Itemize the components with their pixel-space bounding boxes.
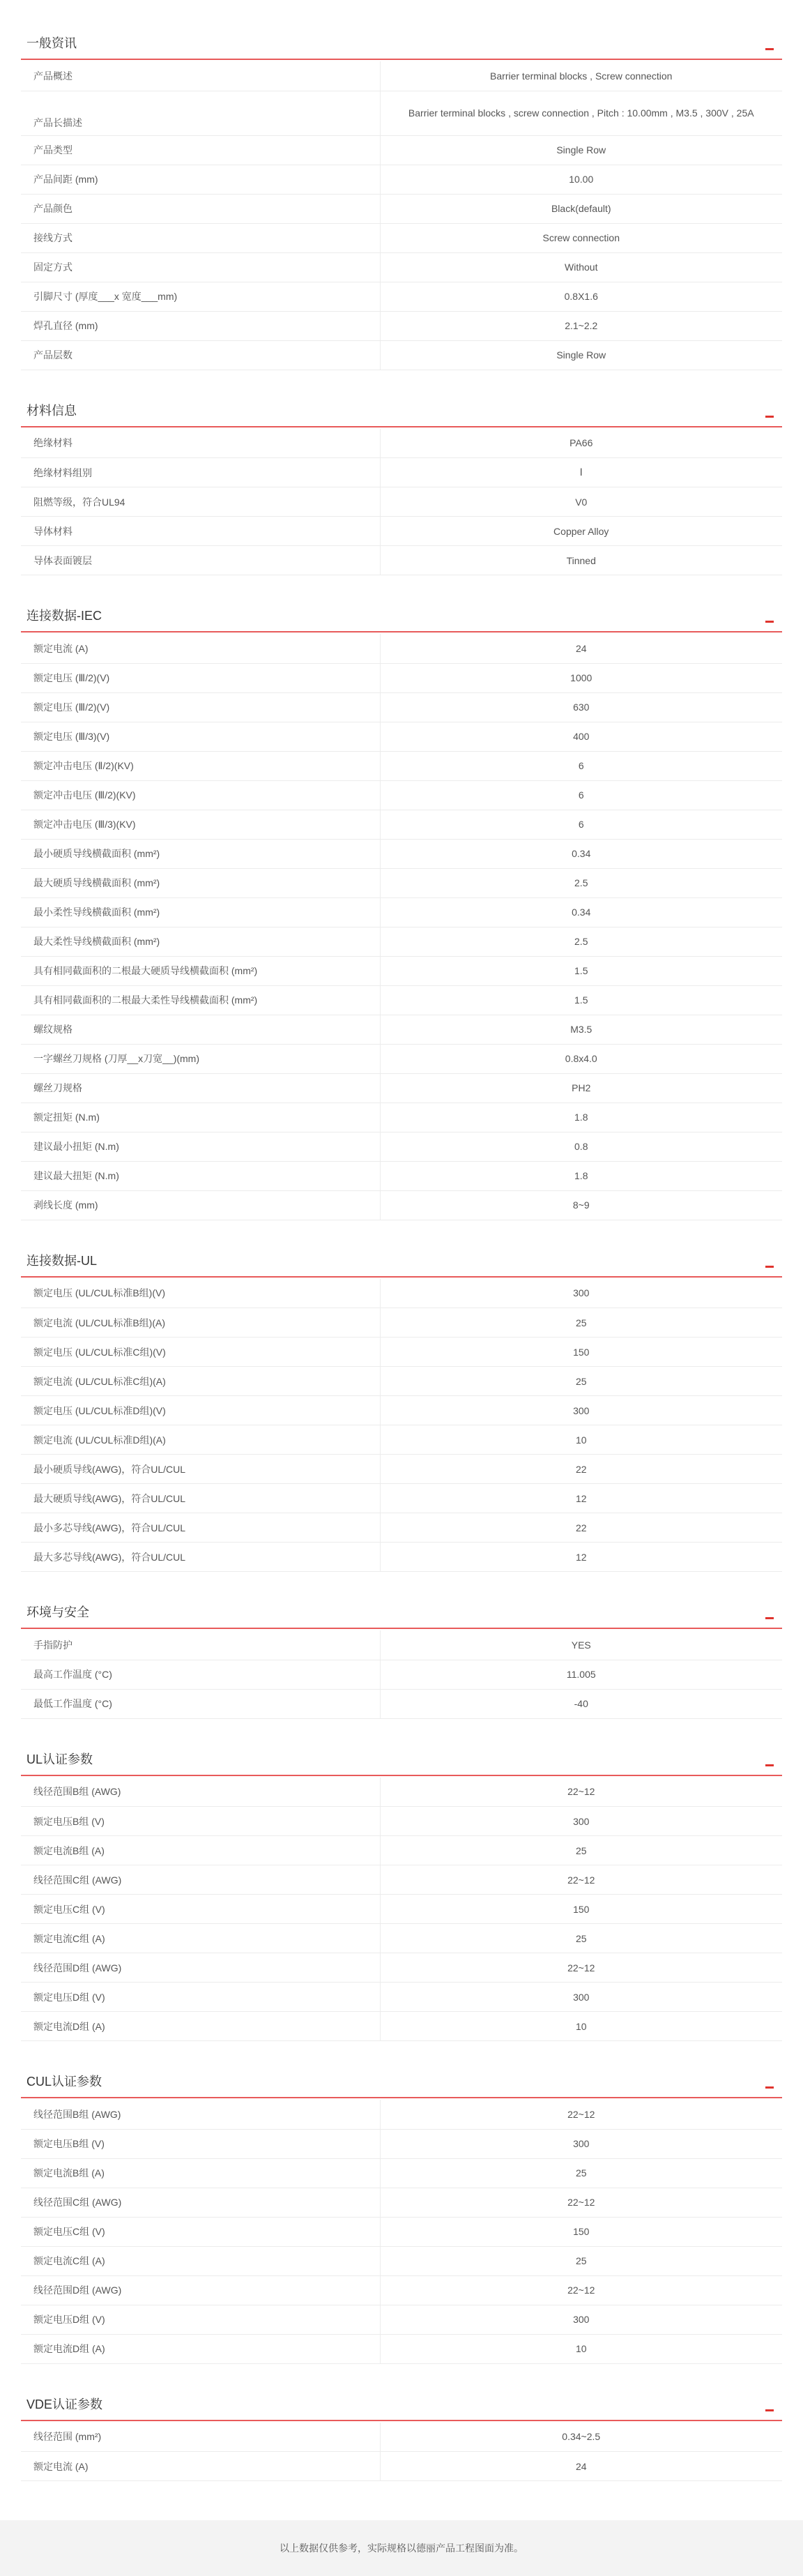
spec-label: 线径范围B组 (AWG) (21, 1778, 380, 1807)
spec-table-cul-certification (21, 2100, 782, 2364)
spec-label: 产品层数 (21, 340, 380, 370)
table-row (21, 135, 782, 165)
spec-value: 22 (575, 1463, 587, 1475)
spec-label: 额定电流 (UL/CUL标准C组)(A) (21, 1367, 380, 1396)
spec-table-connection-ul (21, 1279, 782, 1573)
table-row (21, 2275, 782, 2305)
spec-label: 额定电压 (Ⅲ/3)(V) (21, 722, 380, 751)
spec-value: 12 (575, 1551, 587, 1563)
spec-label: 额定电压 (UL/CUL标准B组)(V) (21, 1279, 380, 1308)
spec-label: 固定方式 (21, 252, 380, 282)
table-row (21, 487, 782, 517)
spec-page (0, 26, 803, 2576)
spec-label: 线径范围C组 (AWG) (21, 2188, 380, 2217)
table-row (21, 1924, 782, 1953)
spec-label: 额定电流C组 (A) (21, 1924, 380, 1953)
spec-value: 300 (573, 2138, 590, 2149)
table-row (21, 810, 782, 839)
section-header-connection-ul (21, 1244, 782, 1278)
section-title: UL认证参数 (26, 1752, 93, 1766)
spec-label: 最大多芯导线(AWG)，符合UL/CUL (21, 1543, 380, 1572)
footer-note-text: 以上数据仅供参考，实际规格以德丽产品工程图面为准。 (280, 2543, 523, 2554)
spec-sections (21, 26, 782, 2481)
spec-value: 2.1~2.2 (565, 320, 598, 331)
section-vde-certification (21, 2388, 782, 2482)
table-row (21, 1161, 782, 1190)
spec-label: 产品间距 (mm) (21, 165, 380, 194)
section-cul-certification (21, 2065, 782, 2364)
section-title: 连接数据-UL (26, 1253, 98, 1268)
spec-value: Tinned (566, 554, 596, 566)
table-row (21, 1630, 782, 1660)
table-row (21, 1778, 782, 1807)
section-title: 环境与安全 (26, 1605, 89, 1619)
table-row (21, 1807, 782, 1836)
spec-value: Single Row (556, 349, 606, 361)
section-header-vde-certification (21, 2388, 782, 2421)
table-row (21, 1953, 782, 1983)
spec-label: 额定扭矩 (N.m) (21, 1103, 380, 1132)
spec-value: Single Row (556, 144, 606, 156)
table-row (21, 1543, 782, 1572)
spec-value: 6 (578, 789, 584, 801)
spec-value: Copper Alloy (553, 525, 609, 537)
spec-value: 0.34~2.5 (562, 2431, 601, 2443)
spec-label: 剥线长度 (mm) (21, 1190, 380, 1220)
table-row (21, 1689, 782, 1718)
section-header-general-info (21, 26, 782, 60)
spec-label: 最大硬质导线(AWG)，符合UL/CUL (21, 1484, 380, 1513)
spec-value: 22~12 (567, 2108, 595, 2120)
spec-value: 630 (573, 702, 590, 713)
table-row (21, 722, 782, 751)
spec-label: 额定电压B组 (V) (21, 2129, 380, 2158)
spec-value: 25 (575, 2167, 587, 2179)
table-row (21, 2188, 782, 2217)
spec-label: 引脚尺寸 (厚度___x 宽度___mm) (21, 282, 380, 311)
spec-value: 300 (573, 1815, 590, 1827)
table-row (21, 194, 782, 223)
spec-value: 1.5 (574, 994, 588, 1006)
spec-value: 10 (575, 1434, 587, 1446)
table-row (21, 2158, 782, 2188)
table-row (21, 2334, 782, 2363)
spec-label: 线径范围D组 (AWG) (21, 1953, 380, 1983)
table-row (21, 2129, 782, 2158)
table-row (21, 1044, 782, 1073)
collapse-minus-icon[interactable] (765, 621, 774, 623)
spec-label: 额定冲击电压 (Ⅲ/2)(KV) (21, 780, 380, 810)
table-row (21, 1836, 782, 1865)
table-row (21, 1513, 782, 1543)
spec-label: 额定电流B组 (A) (21, 2158, 380, 2188)
section-title: 一般资讯 (26, 36, 77, 50)
spec-value: 1.5 (574, 965, 588, 976)
spec-label: 具有相同截面积的二根最大柔性导线横截面积 (mm²) (21, 985, 380, 1015)
spec-value: 2.5 (574, 936, 588, 947)
spec-label: 线径范围D组 (AWG) (21, 2275, 380, 2305)
spec-label: 绝缘材料组别 (21, 458, 380, 487)
spec-label: 额定电压 (Ⅲ/2)(V) (21, 692, 380, 722)
spec-label: 导体表面镀层 (21, 546, 380, 575)
table-row (21, 1015, 782, 1044)
spec-label: 额定电压D组 (V) (21, 2305, 380, 2334)
spec-label: 额定电压B组 (V) (21, 1807, 380, 1836)
table-row (21, 1484, 782, 1513)
spec-label: 额定电流 (UL/CUL标准D组)(A) (21, 1425, 380, 1455)
spec-label: 线径范围B组 (AWG) (21, 2100, 380, 2129)
spec-value: 300 (573, 1991, 590, 2003)
spec-label: 产品颜色 (21, 194, 380, 223)
spec-value: Barrier terminal blocks , screw connection , Pitch : 10.00mm , M3.5 , 300V , 25A (408, 107, 754, 119)
section-material-info (21, 394, 782, 576)
section-title: 材料信息 (26, 403, 77, 418)
table-row (21, 165, 782, 194)
spec-label: 额定冲击电压 (Ⅲ/3)(KV) (21, 810, 380, 839)
spec-value: Without (565, 262, 598, 273)
spec-value: Barrier terminal blocks , Screw connection (490, 70, 673, 82)
spec-value: 0.8x4.0 (565, 1053, 597, 1064)
spec-label: 额定电流C组 (A) (21, 2246, 380, 2275)
table-row (21, 252, 782, 282)
table-row (21, 429, 782, 458)
table-row (21, 340, 782, 370)
spec-value: 25 (575, 1932, 587, 1944)
spec-label: 最大柔性导线横截面积 (mm²) (21, 927, 380, 956)
spec-value: 1.8 (574, 1170, 588, 1181)
spec-value: PA66 (569, 437, 593, 449)
spec-label: 螺纹规格 (21, 1015, 380, 1044)
section-ul-certification (21, 1743, 782, 2042)
spec-value: 150 (573, 1346, 590, 1358)
spec-value: 300 (573, 1404, 590, 1416)
spec-label: 额定电压 (UL/CUL标准C组)(V) (21, 1338, 380, 1367)
spec-value: 2.5 (574, 877, 588, 888)
table-row (21, 956, 782, 985)
spec-label: 额定电压C组 (V) (21, 2217, 380, 2246)
spec-label: 额定电流 (UL/CUL标准B组)(A) (21, 1308, 380, 1338)
table-row (21, 1425, 782, 1455)
footer-note (0, 2520, 803, 2576)
table-row (21, 1983, 782, 2012)
collapse-minus-icon[interactable] (765, 1617, 774, 1619)
section-title: 连接数据-IEC (26, 609, 102, 623)
spec-value: 10 (575, 2020, 587, 2032)
table-row (21, 780, 782, 810)
spec-label: 额定冲击电压 (Ⅱ/2)(KV) (21, 751, 380, 780)
collapse-minus-icon[interactable] (765, 48, 774, 50)
table-row (21, 2100, 782, 2129)
spec-value: 24 (575, 642, 587, 654)
table-row (21, 1103, 782, 1132)
spec-value: 22~12 (567, 2285, 595, 2296)
section-header-cul-certification (21, 2065, 782, 2098)
spec-value: 1.8 (574, 1112, 588, 1123)
table-row (21, 692, 782, 722)
spec-label: 接线方式 (21, 223, 380, 252)
collapse-minus-icon[interactable] (765, 1764, 774, 1766)
spec-label: 最高工作温度 (°C) (21, 1660, 380, 1689)
table-row (21, 2217, 782, 2246)
spec-table-environment-safety (21, 1630, 782, 1719)
spec-value: -40 (574, 1698, 588, 1709)
section-header-environment-safety (21, 1596, 782, 1629)
spec-label: 额定电压C组 (V) (21, 1895, 380, 1924)
spec-value: 25 (575, 1844, 587, 1856)
table-row (21, 546, 782, 575)
table-row (21, 1132, 782, 1161)
spec-label: 最低工作温度 (°C) (21, 1689, 380, 1718)
section-connection-ul (21, 1244, 782, 1573)
table-row (21, 897, 782, 927)
spec-value: 150 (573, 2226, 590, 2237)
spec-value: M3.5 (570, 1024, 592, 1035)
spec-value: PH2 (572, 1082, 591, 1093)
spec-value: 25 (575, 1317, 587, 1328)
collapse-minus-icon[interactable] (765, 1266, 774, 1268)
table-row (21, 2452, 782, 2481)
spec-table-general-info (21, 61, 782, 370)
spec-value: 12 (575, 1492, 587, 1504)
table-row (21, 2012, 782, 2041)
table-row (21, 1308, 782, 1338)
table-row (21, 663, 782, 692)
spec-value: 10 (575, 2343, 587, 2354)
spec-label: 阻燃等级，符合UL94 (21, 487, 380, 517)
spec-label: 额定电压 (UL/CUL标准D组)(V) (21, 1396, 380, 1425)
section-general-info (21, 26, 782, 370)
spec-value: Screw connection (542, 232, 620, 243)
spec-value: 300 (573, 1287, 590, 1299)
spec-value: 24 (575, 2460, 587, 2472)
spec-value: 11.005 (566, 1669, 596, 1680)
section-header-material-info (21, 394, 782, 427)
table-row (21, 311, 782, 340)
table-row (21, 1190, 782, 1220)
table-row (21, 634, 782, 663)
table-row (21, 1865, 782, 1895)
section-title: VDE认证参数 (26, 2397, 103, 2411)
table-row (21, 282, 782, 311)
spec-value: Ⅰ (579, 467, 583, 478)
table-row (21, 1338, 782, 1367)
spec-table-material-info (21, 429, 782, 576)
table-row (21, 927, 782, 956)
spec-table-ul-certification (21, 1778, 782, 2042)
table-row (21, 1367, 782, 1396)
spec-value: 25 (575, 2255, 587, 2266)
spec-value: 0.8X1.6 (564, 291, 598, 302)
spec-value: YES (571, 1639, 591, 1651)
spec-label: 一字螺丝刀规格 (刀厚__x刀宽__)(mm) (21, 1044, 380, 1073)
spec-label: 具有相同截面积的二根最大硬质导线横截面积 (mm²) (21, 956, 380, 985)
spec-label: 最大硬质导线横截面积 (mm²) (21, 868, 380, 897)
spec-label: 建议最大扭矩 (N.m) (21, 1161, 380, 1190)
spec-label: 产品类型 (21, 135, 380, 165)
table-row (21, 868, 782, 897)
spec-label: 导体材料 (21, 517, 380, 546)
collapse-minus-icon[interactable] (765, 416, 774, 418)
table-row (21, 751, 782, 780)
collapse-minus-icon[interactable] (765, 2409, 774, 2411)
table-row (21, 1279, 782, 1308)
spec-value: 0.34 (572, 907, 591, 918)
spec-label: 建议最小扭矩 (N.m) (21, 1132, 380, 1161)
spec-value: 22~12 (567, 1786, 595, 1798)
table-row (21, 839, 782, 868)
table-row (21, 91, 782, 135)
spec-value: V0 (575, 496, 588, 508)
spec-table-connection-iec (21, 634, 782, 1220)
spec-label: 线径范围 (mm²) (21, 2423, 380, 2452)
spec-value: 300 (573, 2314, 590, 2325)
spec-label: 最小柔性导线横截面积 (mm²) (21, 897, 380, 927)
spec-value: 400 (573, 731, 590, 742)
table-row (21, 985, 782, 1015)
spec-label: 额定电流D组 (A) (21, 2334, 380, 2363)
collapse-minus-icon[interactable] (765, 2086, 774, 2089)
section-header-ul-certification (21, 1743, 782, 1776)
spec-label: 额定电流D组 (A) (21, 2012, 380, 2041)
table-row (21, 2305, 782, 2334)
spec-value: 22~12 (567, 2197, 595, 2208)
table-row (21, 517, 782, 546)
section-environment-safety (21, 1596, 782, 1719)
table-row (21, 458, 782, 487)
spec-label: 额定电流B组 (A) (21, 1836, 380, 1865)
spec-value: 6 (578, 760, 584, 771)
spec-value: 10.00 (569, 174, 594, 185)
spec-label: 产品长描述 (21, 91, 380, 135)
table-row (21, 2246, 782, 2275)
spec-label: 额定电压D组 (V) (21, 1983, 380, 2012)
table-row (21, 1660, 782, 1689)
section-header-connection-iec (21, 599, 782, 632)
spec-value: 22~12 (567, 1874, 595, 1886)
table-row (21, 223, 782, 252)
spec-label: 最小硬质导线(AWG)，符合UL/CUL (21, 1455, 380, 1484)
table-row (21, 1895, 782, 1924)
spec-label: 焊孔直径 (mm) (21, 311, 380, 340)
spec-value: Black(default) (551, 203, 611, 214)
table-row (21, 61, 782, 91)
table-row (21, 2423, 782, 2452)
spec-value: 1000 (570, 672, 592, 683)
table-row (21, 1455, 782, 1484)
spec-value: 0.8 (574, 1141, 588, 1152)
spec-label: 最小多芯导线(AWG)，符合UL/CUL (21, 1513, 380, 1543)
spec-table-vde-certification (21, 2423, 782, 2482)
table-row (21, 1073, 782, 1103)
spec-value: 8~9 (572, 1199, 590, 1211)
spec-value: 0.34 (572, 848, 591, 859)
spec-label: 产品概述 (21, 61, 380, 91)
spec-label: 线径范围C组 (AWG) (21, 1865, 380, 1895)
spec-label: 额定电流 (A) (21, 2452, 380, 2481)
spec-value: 6 (578, 819, 584, 830)
section-title: CUL认证参数 (26, 2075, 102, 2089)
spec-label: 手指防护 (21, 1630, 380, 1660)
spec-label: 额定电压 (Ⅲ/2)(V) (21, 663, 380, 692)
spec-value: 150 (573, 1903, 590, 1915)
spec-label: 螺丝刀规格 (21, 1073, 380, 1103)
table-row (21, 1396, 782, 1425)
spec-label: 额定电流 (A) (21, 634, 380, 663)
spec-value: 22~12 (567, 1962, 595, 1973)
spec-label: 最小硬质导线横截面积 (mm²) (21, 839, 380, 868)
spec-label: 绝缘材料 (21, 429, 380, 458)
spec-value: 25 (575, 1375, 587, 1387)
spec-value: 22 (575, 1522, 587, 1533)
section-connection-iec (21, 599, 782, 1220)
